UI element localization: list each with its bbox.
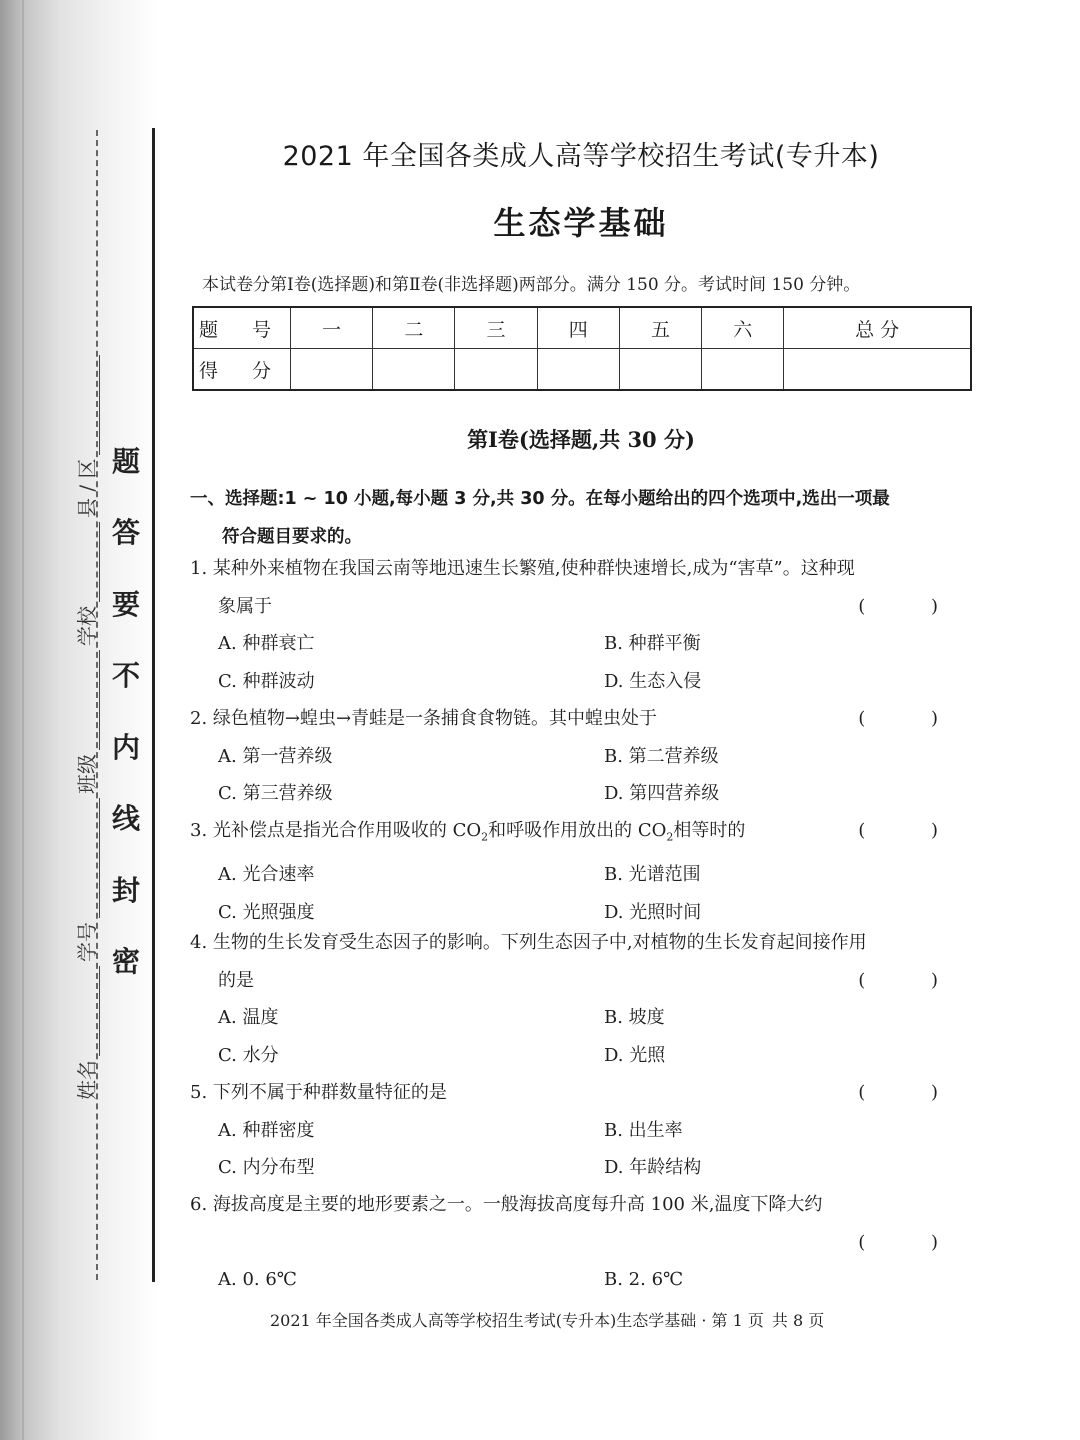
field-name[interactable]: 姓名 (71, 962, 100, 1100)
score-table (192, 306, 972, 391)
score-row-head: 得 分 (193, 349, 291, 391)
option-d: D. 光照 (604, 1044, 666, 1066)
question-3 (190, 812, 972, 931)
exam-title: 2021 年全国各类成人高等学校招生考试(专升本) (282, 141, 880, 172)
option-b: B. 2. 6℃ (604, 1269, 684, 1290)
score-header-row (193, 307, 971, 349)
score-col: 六 (702, 307, 784, 349)
option-c: C. 第三营养级 (218, 783, 333, 804)
option-d: D. 第四营养级 (604, 783, 720, 804)
question-1: 1. 某种外来植物在我国云南等地迅速生长繁殖,使种群快速增长,成为“害草”。这种现 象属于 ( ) A. 种群衰亡 B. 种群平衡 C. 种群波动 D. 生态入侵 (190, 550, 972, 700)
option-d: D. 光照时间 (604, 901, 702, 923)
option-a: A. 第一营养级 (218, 745, 333, 767)
seal-char: 内 (111, 730, 140, 764)
option-d: D. 生态入侵 (604, 670, 702, 692)
answer-paren[interactable]: ( ) (858, 1082, 968, 1103)
option-d: D. 年龄结构 (604, 1157, 702, 1178)
score-value-row (193, 349, 971, 391)
option-b: B. 光谱范围 (604, 864, 701, 886)
field-county[interactable]: 县 / 区 (71, 351, 100, 518)
question-stem: 4. 生物的生长发育受生态因子的影响。下列生态因子中,对植物的生长发育起间接作用 (190, 932, 867, 953)
score-cell[interactable] (784, 349, 971, 391)
subject-title: 生态学基础 (493, 204, 669, 242)
option-a: A. 温度 (218, 1007, 279, 1028)
part1-title: 第Ⅰ卷(选择题,共 30 分) (467, 427, 695, 452)
seal-char: 不 (111, 659, 140, 693)
score-cell[interactable] (291, 349, 373, 391)
seal-char: 线 (111, 802, 140, 836)
option-c: C. 水分 (218, 1044, 279, 1066)
answer-paren[interactable]: ( ) (858, 595, 968, 617)
option-c: C. 内分布型 (218, 1157, 315, 1178)
option-a: A. 种群密度 (218, 1119, 315, 1141)
score-cell[interactable] (537, 349, 619, 391)
option-c: C. 光照强度 (218, 901, 315, 923)
question-stem: 5. 下列不属于种群数量特征的是 (190, 1082, 447, 1103)
field-school[interactable]: 学校 (71, 518, 100, 646)
seal-char: 答 (111, 516, 140, 550)
student-info-fields (64, 320, 100, 1100)
answer-paren[interactable]: ( ) (858, 708, 968, 729)
section-instructions: 一、选择题:1 ~ 10 小题,每小题 3 分,共 30 分。在每小题给出的四个选项中,选出一项最 符合题目要求的。 (190, 489, 890, 547)
score-row-head: 题 号 (193, 307, 291, 349)
option-b: B. 第二营养级 (604, 745, 719, 767)
option-a: A. 种群衰亡 (218, 633, 315, 654)
page-footer: 2021 年全国各类成人高等学校招生考试(专升本)生态学基础 · 第 1 页 共 8 页 (270, 1311, 825, 1330)
option-c: C. 种群波动 (218, 670, 315, 692)
field-student-id[interactable]: 学号 (71, 794, 100, 962)
option-b: B. 种群平衡 (604, 633, 701, 654)
question-stem: 3. 光补偿点是指光合作用吸收的 $CO_2$和呼吸作用放出的 $CO_2$相等时的 ( ) (190, 812, 972, 856)
score-col: 总 分 (784, 307, 971, 349)
option-b: B. 出生率 (604, 1119, 683, 1141)
score-cell[interactable] (702, 349, 784, 391)
question-stem: 6. 海拔高度是主要的地形要素之一。一般海拔高度每升高 100 米,温度下降大约 (190, 1194, 823, 1215)
exam-intro: 本试卷分第Ⅰ卷(选择题)和第Ⅱ卷(非选择题)两部分。满分 150 分。考试时间 150 分钟。 (202, 275, 861, 295)
score-cell[interactable] (455, 349, 537, 391)
score-col: 二 (373, 307, 455, 349)
question-6 (190, 1186, 972, 1299)
field-class[interactable]: 班级 (71, 646, 100, 794)
score-col: 四 (537, 307, 619, 349)
seal-char: 要 (111, 587, 140, 621)
option-a: A. 光合速率 (218, 864, 315, 886)
score-col: 三 (455, 307, 537, 349)
answer-paren[interactable]: ( ) (858, 820, 968, 841)
score-col: 五 (619, 307, 701, 349)
score-cell[interactable] (619, 349, 701, 391)
question-stem: 1. 某种外来植物在我国云南等地迅速生长繁殖,使种群快速增长,成为“害草”。这种现 (190, 558, 855, 579)
question-5 (190, 1074, 972, 1187)
seal-char: 密 (111, 944, 140, 978)
question-2 (190, 700, 972, 813)
option-b: B. 坡度 (604, 1007, 665, 1028)
seal-warning (106, 440, 146, 980)
seal-char: 题 (111, 445, 140, 478)
solid-binding-line (152, 128, 155, 1282)
question-stem: 2. 绿色植物→蝗虫→青蛙是一条捕食食物链。其中蝗虫处于 (190, 708, 658, 729)
page-edge (22, 0, 24, 1440)
answer-paren[interactable]: ( ) (858, 1231, 968, 1253)
question-4: 4. 生物的生长发育受生态因子的影响。下列生态因子中,对植物的生长发育起间接作用 的是 ( ) A. 温度 B. 坡度 C. 水分 D. 光照 (190, 924, 972, 1074)
score-col: 一 (291, 307, 373, 349)
option-a: A. 0. 6℃ (218, 1269, 297, 1290)
score-cell[interactable] (373, 349, 455, 391)
answer-paren[interactable]: ( ) (858, 969, 968, 991)
seal-char: 封 (111, 873, 140, 907)
